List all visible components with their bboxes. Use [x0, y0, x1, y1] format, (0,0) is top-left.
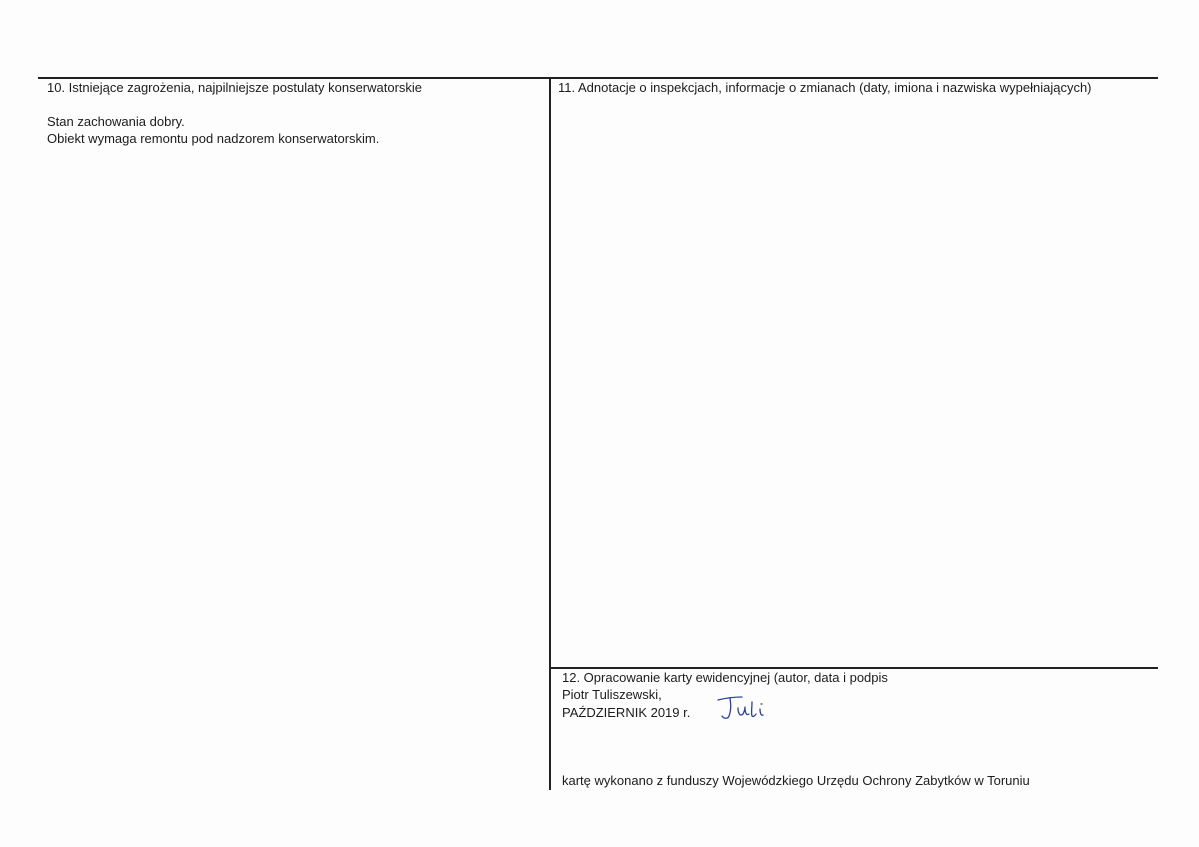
- section10-text-line: Obiekt wymaga remontu pod nadzorem konserwatorskim.: [47, 131, 380, 146]
- section10-heading: 10. Istniejące zagrożenia, najpilniejsze postulaty konserwatorskie: [47, 80, 423, 95]
- top-rule-left: [38, 77, 549, 79]
- section12-rule: [551, 667, 1158, 669]
- preparation-date: PAŹDZIERNIK 2019 r.: [562, 705, 691, 720]
- author-name: Piotr Tuliszewski,: [562, 687, 662, 702]
- section10-text-line: Stan zachowania dobry.: [47, 114, 185, 129]
- handwritten-signature: [716, 694, 780, 726]
- column-divider: [549, 77, 551, 790]
- section11-heading: 11. Adnotacje o inspekcjach, informacje o zmianach (daty, imiona i nazwiska wypełniających): [558, 80, 1092, 95]
- section12-heading: 12. Opracowanie karty ewidencyjnej (autor, data i podpis: [562, 670, 888, 685]
- funding-note: kartę wykonano z funduszy Wojewódzkiego Urzędu Ochrony Zabytków w Toruniu: [562, 773, 1030, 788]
- top-rule-right: [551, 77, 1158, 79]
